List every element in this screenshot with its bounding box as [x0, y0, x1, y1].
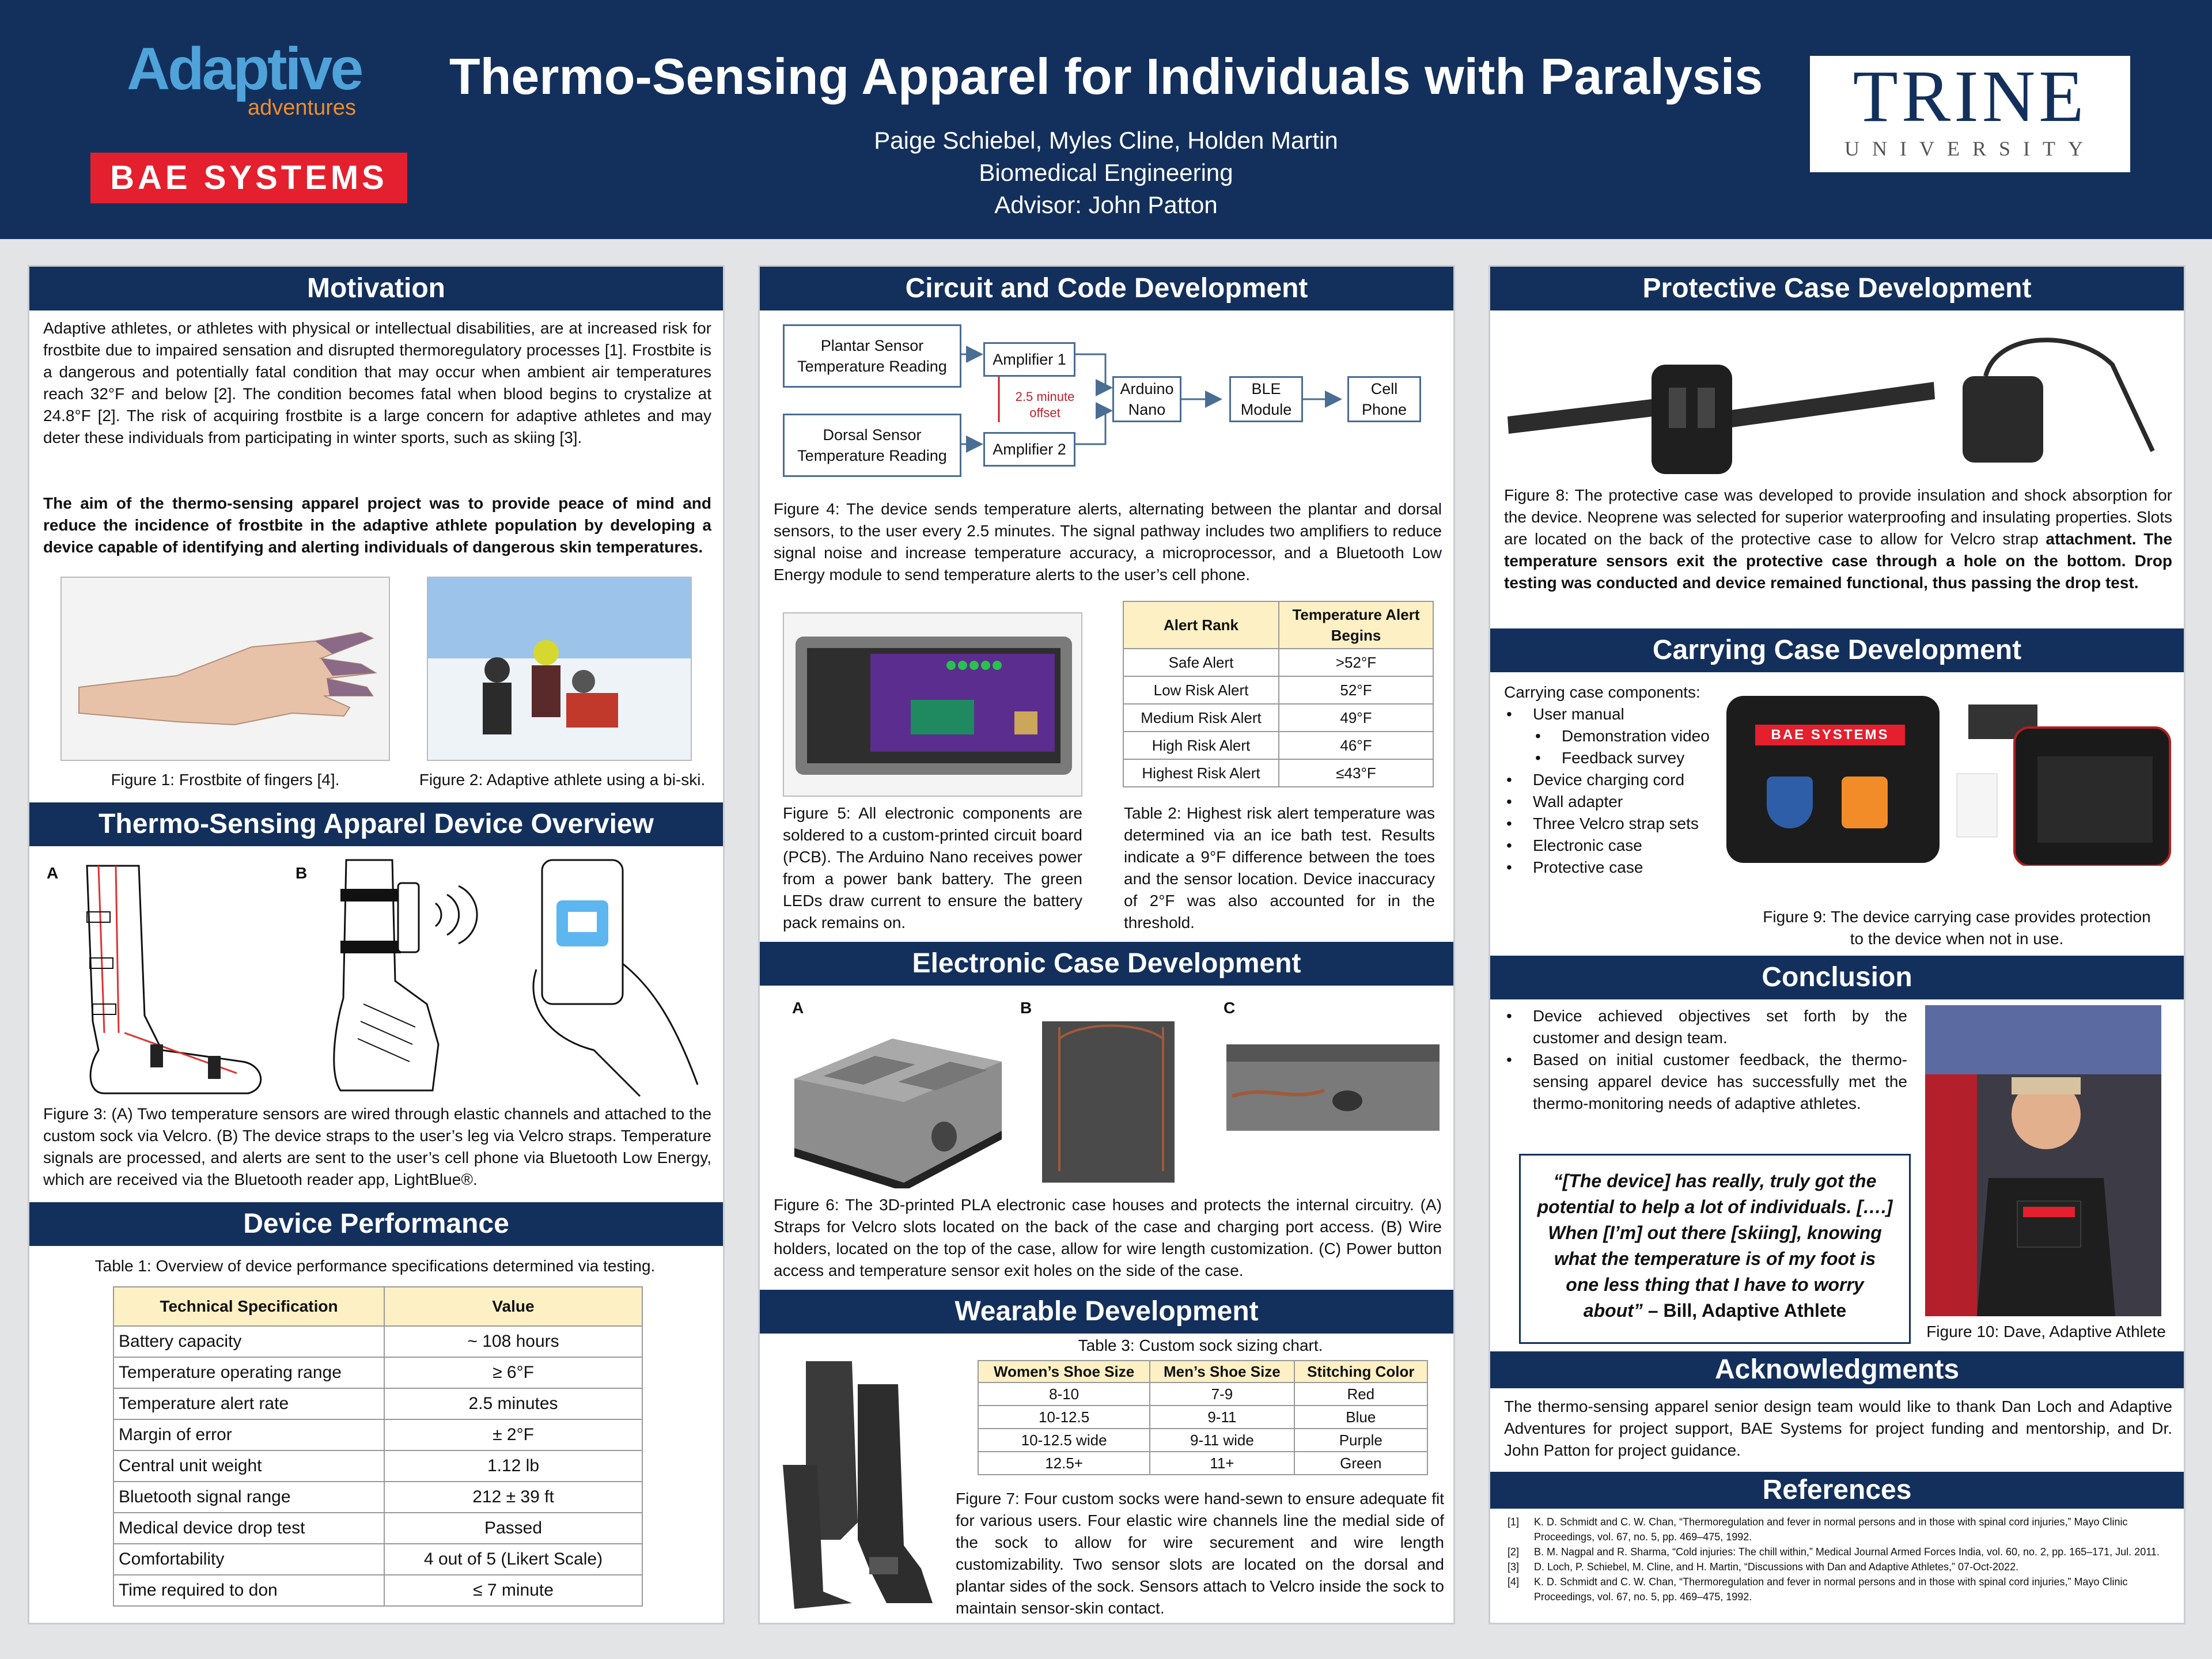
- table-row: [113, 1575, 642, 1606]
- table-row: [978, 1452, 1427, 1475]
- open-carrying-case-photo: [1945, 693, 2176, 866]
- protective-case-heading: Protective Case Development: [1490, 267, 2184, 310]
- poster-header: [0, 0, 2212, 239]
- table-row: [113, 1357, 642, 1388]
- reference-number: [1]: [1508, 1516, 1520, 1528]
- overview-label-b: B: [296, 864, 308, 882]
- electronic-case-heading: Electronic Case Development: [760, 942, 1453, 986]
- table-header: Technical Specification: [113, 1287, 384, 1326]
- bi-ski-photo: [427, 577, 692, 761]
- table-1-caption: Table 1: Overview of device performance specifications determined via testing.: [94, 1257, 656, 1275]
- acknowledgments-heading: Acknowledgments: [1490, 1351, 2184, 1388]
- performance-table: [113, 1286, 643, 1607]
- table-cell: 49°F: [1279, 704, 1433, 732]
- table-cell: 11+: [1150, 1452, 1294, 1475]
- arduino-nano-block: Arduino Nano: [1112, 376, 1181, 422]
- amplifier-2-block: Amplifier 2: [983, 432, 1075, 467]
- table-cell: 8-10: [978, 1382, 1150, 1406]
- figure-8-bold-text: attachment. The temperature sensors exit the protective case through a hole on the bottom. Drop testing was conducted and device remained functional, thus passing the drop test.: [1504, 530, 2173, 592]
- phone-app-drawing: [525, 854, 709, 1102]
- alert-table-body: [1123, 649, 1433, 787]
- case-label-b: B: [1020, 999, 1032, 1017]
- table-cell: Comfortability: [113, 1544, 384, 1575]
- list-item: • Wall adapter: [1504, 791, 1746, 813]
- ble-module-block: BLE Module: [1229, 376, 1303, 422]
- carrying-list: [1504, 703, 1746, 878]
- table-cell: Central unit weight: [113, 1450, 384, 1482]
- figure-5-caption: Figure 5: All electronic components are soldered to a custom-printed circuit board (PCB). The Arduino Nano receives power from a power bank battery. The green LEDs draw current to ensure the battery pack remains on.: [783, 804, 1082, 931]
- reference-text: D. Loch, P. Schiebel, M. Cline, and H. Martin, “Discussions with Dan and Adaptive Athletes,” 07-Oct-2022.: [1534, 1561, 2019, 1573]
- motivation-text: Adaptive athletes, or athletes with physical or intellectual disabilities, are at increased risk for frostbite due to impaired sensation and disrupted thermoregulatory processes [1]. Frostbite is a dangerous and potentially fatal condition that may occur when ambient air temperatures reach 32°F and below [2]. The condition becomes fatal when blood begins to crystalize at 24.8°F [2]. The risk of acquiring frostbite is a large concern for adaptive athletes and may deter these individuals from participating in winter sports, such as skiing [3].: [43, 319, 711, 446]
- figure-10-caption: Figure 10: Dave, Adaptive Athlete: [1926, 1323, 2166, 1340]
- table-header: Men’s Shoe Size: [1150, 1361, 1294, 1382]
- table-header: Women’s Shoe Size: [978, 1361, 1150, 1382]
- carrying-intro: Carrying case components:: [1504, 683, 1700, 701]
- plantar-sensor-block: Plantar Sensor Temperature Reading: [783, 324, 961, 388]
- references-list: [1508, 1514, 2170, 1604]
- column-left: [28, 265, 725, 1624]
- table-cell: 212 ± 39 ft: [384, 1482, 642, 1513]
- table-row: [113, 1326, 642, 1357]
- alert-table: [1123, 601, 1434, 787]
- performance-heading: Device Performance: [29, 1202, 723, 1246]
- adaptive-patch: [1842, 777, 1888, 828]
- list-item: • Electronic case: [1504, 835, 1746, 857]
- table-cell: Red: [1294, 1382, 1427, 1406]
- adaptive-logo-subtext: adventures: [248, 96, 357, 120]
- table-row: [1123, 676, 1433, 704]
- reference-text: K. D. Schmidt and C. W. Chan, “Thermoregulation and fever in normal persons and in those with spinal cord injuries,” Mayo Clinic Proceedings, vol. 67, no. 5, pp. 469–475, 1992.: [1534, 1516, 2128, 1543]
- trine-logo-subtext: UNIVERSITY: [1844, 137, 2096, 160]
- protective-case-photo: [1502, 319, 2176, 491]
- table-cell: Temperature operating range: [113, 1357, 384, 1388]
- reference-item: [1508, 1559, 2170, 1574]
- column-right: [1488, 265, 2186, 1624]
- table-row: [1123, 759, 1433, 787]
- case-label-c: C: [1224, 999, 1236, 1017]
- table-cell: 46°F: [1279, 732, 1433, 759]
- poster-title: Thermo-Sensing Apparel for Individuals with Paralysis: [449, 48, 1763, 105]
- electronic-case-photo-a: [783, 1016, 1013, 1188]
- adaptive-logo-text: Adaptive: [127, 36, 362, 103]
- table-cell: Highest Risk Alert: [1123, 759, 1279, 787]
- quote-text: “[The device] has really, truly got the potential to help a lot of individuals. [….] When [I’m] out there [skiing], knowing what the temperature is of my foot is one less thing that I have to worry about”: [1537, 1171, 1893, 1321]
- sock-drawing: [64, 860, 283, 1102]
- table-header: Value: [384, 1287, 642, 1326]
- case-label-a: A: [792, 999, 804, 1017]
- figure-3-caption: Figure 3: (A) Two temperature sensors are wired through elastic channels and attached to the custom sock via Velcro. (B) The device straps to the user’s leg via Velcro straps. Temperature signals are processed, and alerts are sent to the user’s cell phone via Bluetooth Low Energy, which are received via the Bluetooth reader app, LightBlue®.: [43, 1105, 711, 1188]
- quote-attribution: – Bill, Adaptive Athlete: [1642, 1300, 1847, 1321]
- table-cell: 52°F: [1279, 676, 1433, 704]
- list-item: • Feedback survey: [1504, 747, 1746, 769]
- poster-authors: Paige Schiebel, Myles Cline, Holden Martin: [874, 127, 1338, 154]
- cell-phone-block: Cell Phone: [1347, 376, 1421, 422]
- bae-systems-logo: BAE SYSTEMS: [90, 153, 407, 203]
- reference-item: [1508, 1544, 2170, 1559]
- table-row: [113, 1482, 642, 1513]
- adaptive-adventures-logo: [127, 36, 380, 121]
- table-cell: 2.5 minutes: [384, 1388, 642, 1419]
- table-row: [1123, 649, 1433, 676]
- pcb-photo: [783, 612, 1082, 797]
- table-row: [113, 1513, 642, 1544]
- amplifier-1-block: Amplifier 1: [983, 342, 1075, 377]
- table-cell: Purple: [1294, 1429, 1427, 1452]
- list-item: • Three Velcro strap sets: [1504, 813, 1746, 835]
- table-cell: ≤43°F: [1279, 759, 1433, 787]
- table-row: [978, 1382, 1427, 1406]
- reference-text: B. M. Nagpal and R. Sharma, “Cold injuries: The chill within,” Medical Journal Armed Forces India, vol. 60, no. 2, pp. 165–171, Jul. 2011.: [1534, 1546, 2160, 1558]
- list-item: • Device achieved objectives set forth by the customer and design team.: [1504, 1005, 1907, 1049]
- table-cell: 9-11 wide: [1150, 1429, 1294, 1452]
- dorsal-sensor-block: Dorsal Sensor Temperature Reading: [783, 414, 961, 477]
- table-row: [1123, 732, 1433, 759]
- conclusion-heading: Conclusion: [1490, 956, 2184, 999]
- electronic-case-photo-c: [1221, 1033, 1445, 1165]
- table-row: [113, 1450, 642, 1482]
- figure-1-caption: Figure 1: Frostbite of fingers [4].: [111, 771, 340, 789]
- table-cell: Medical device drop test: [113, 1513, 384, 1544]
- poster-advisor: Advisor: John Patton: [994, 191, 1218, 218]
- table-cell: 12.5+: [978, 1452, 1150, 1475]
- circuit-heading: Circuit and Code Development: [760, 267, 1453, 310]
- table-cell: >52°F: [1279, 649, 1433, 676]
- references-heading: References: [1490, 1472, 2184, 1509]
- overview-label-a: A: [47, 864, 59, 882]
- performance-table-body: [113, 1326, 642, 1606]
- table-row: [1123, 704, 1433, 732]
- athlete-quote: [1519, 1154, 1911, 1344]
- reference-number: [4]: [1508, 1576, 1520, 1588]
- figure-8-text: Figure 8: The protective case was developed to provide insulation and shock absorption for the device. Neoprene was selected for superior waterproofing and insulating properties. Slots are located on the back of the protective case to allow for Velcro strap: [1504, 486, 2172, 548]
- reference-item: [1508, 1514, 2170, 1544]
- table-cell: ≥ 6°F: [384, 1357, 642, 1388]
- figure-9-caption: Figure 9: The device carrying case provides protection to the device when not in use.: [1763, 908, 2151, 948]
- table-cell: 7-9: [1150, 1382, 1294, 1406]
- table-cell: Green: [1294, 1452, 1427, 1475]
- table-cell: ≤ 7 minute: [384, 1575, 642, 1606]
- list-item: • Device charging cord: [1504, 769, 1746, 791]
- reference-number: [3]: [1508, 1561, 1520, 1573]
- table-cell: ± 2°F: [384, 1419, 642, 1450]
- figure-2-caption: Figure 2: Adaptive athlete using a bi-ski.: [419, 771, 706, 789]
- athlete-dave-photo: [1925, 1005, 2161, 1316]
- table-row: [978, 1406, 1427, 1429]
- table-cell: Low Risk Alert: [1123, 676, 1279, 704]
- table-row: [113, 1544, 642, 1575]
- table-2-caption: Table 2: Highest risk alert temperature was determined via an ice bath test. Results indicate a 9°F difference between the toes and the sensor location. Device inaccuracy of 2°F was also accounted for in the threshold.: [1124, 804, 1435, 931]
- list-item: • Demonstration video: [1504, 725, 1746, 747]
- table-cell: Time required to don: [113, 1575, 384, 1606]
- list-item: • Protective case: [1504, 857, 1746, 878]
- offset-label: 2.5 minute offset: [1015, 389, 1075, 420]
- motivation-aim: The aim of the thermo-sensing apparel project was to provide peace of mind and reduce the incidence of frostbite in the adaptive athlete population by developing a device capable of identifying and alerting individuals of dangerous skin temperatures.: [43, 494, 711, 556]
- sizing-table: [978, 1360, 1428, 1475]
- conclusion-list: [1504, 1005, 1907, 1115]
- trine-university-logo: [1810, 56, 2130, 172]
- figure-7-caption: Figure 7: Four custom socks were hand-sewn to ensure adequate fit for various users. Four elastic wire channels line the medial side of the sock to allow for wire securement and wire length customizability. Two sensor slots are located on the dorsal and plantar sides of the sock. Sensors attach to Velcro inside the sock to maintain sensor-skin contact.: [956, 1490, 1444, 1617]
- figure-4-caption: Figure 4: The device sends temperature alerts, alternating between the plantar and dorsal sensors, to the user every 2.5 minutes. The signal pathway includes two amplifiers to reduce signal noise and increase temperature accuracy, a microprocessor, and a Bluetooth Low Energy module to send temperature alerts to the user’s cell phone.: [774, 500, 1442, 584]
- table-cell: 9-11: [1150, 1406, 1294, 1429]
- trine-shield-patch: [1767, 777, 1813, 828]
- table-row: [113, 1419, 642, 1450]
- table-cell: Passed: [384, 1513, 642, 1544]
- trine-logo-text: TRINE: [1853, 55, 2088, 137]
- table-row: [978, 1429, 1427, 1452]
- wearable-heading: Wearable Development: [760, 1290, 1453, 1334]
- column-middle: [758, 265, 1455, 1624]
- reference-number: [2]: [1508, 1546, 1520, 1558]
- table-header: Alert Rank: [1123, 601, 1279, 649]
- poster-department: Biomedical Engineering: [979, 159, 1233, 186]
- figure-8-caption: [1504, 484, 2172, 594]
- leg-device-drawing: [317, 854, 513, 1102]
- frostbite-photo: [60, 577, 390, 761]
- table-row: [113, 1388, 642, 1419]
- table-cell: High Risk Alert: [1123, 732, 1279, 759]
- table-cell: Safe Alert: [1123, 649, 1279, 676]
- reference-text: K. D. Schmidt and C. W. Chan, “Thermoregulation and fever in normal persons and in those with spinal cord injuries,” Mayo Clinic Proceedings, vol. 67, no. 5, pp. 469–475, 1992.: [1534, 1576, 2128, 1603]
- carrying-case-photo: [1726, 696, 1940, 863]
- table-cell: 10-12.5: [978, 1406, 1150, 1429]
- table-cell: Blue: [1294, 1406, 1427, 1429]
- custom-socks-photo: [771, 1350, 944, 1615]
- table-cell: Battery capacity: [113, 1326, 384, 1357]
- motivation-heading: Motivation: [29, 267, 723, 310]
- table-cell: 4 out of 5 (Likert Scale): [384, 1544, 642, 1575]
- table-3-caption: Table 3: Custom sock sizing chart.: [1078, 1336, 1323, 1354]
- carrying-case-heading: Carrying Case Development: [1490, 628, 2184, 672]
- table-header: Temperature Alert Begins: [1279, 601, 1433, 649]
- list-item: • User manual: [1504, 703, 1746, 725]
- bae-patch: BAE SYSTEMS: [1755, 725, 1905, 745]
- acknowledgments-text: The thermo-sensing apparel senior design team would like to thank Dan Loch and Adaptive Adventures for project support, BAE Systems for project funding and mentorship, and Dr. John Patton for project guidance.: [1504, 1397, 2172, 1459]
- table-cell: Medium Risk Alert: [1123, 704, 1279, 732]
- electronic-case-photo-b: [1025, 1016, 1198, 1188]
- table-cell: Bluetooth signal range: [113, 1482, 384, 1513]
- table-cell: 10-12.5 wide: [978, 1429, 1150, 1452]
- table-cell: 1.12 lb: [384, 1450, 642, 1482]
- table-cell: ~ 108 hours: [384, 1326, 642, 1357]
- figure-6-caption: Figure 6: The 3D-printed PLA electronic case houses and protects the internal circuitry. (A) Straps for Velcro slots located on the back of the case and charging port access. (B) Wire holders, located on the top of the case, allow for wire length customization. (C) Power button access and temperature sensor exit holes on the side of the case.: [774, 1196, 1442, 1279]
- list-item: • Based on initial customer feedback, the thermo-sensing apparel device has successfully met the thermo-monitoring needs of adaptive athletes.: [1504, 1049, 1907, 1115]
- overview-heading: Thermo-Sensing Apparel Device Overview: [29, 802, 723, 846]
- reference-item: [1508, 1574, 2170, 1604]
- table-header: Stitching Color: [1294, 1361, 1427, 1382]
- sizing-table-body: [978, 1382, 1427, 1475]
- table-cell: Temperature alert rate: [113, 1388, 384, 1419]
- table-cell: Margin of error: [113, 1419, 384, 1450]
